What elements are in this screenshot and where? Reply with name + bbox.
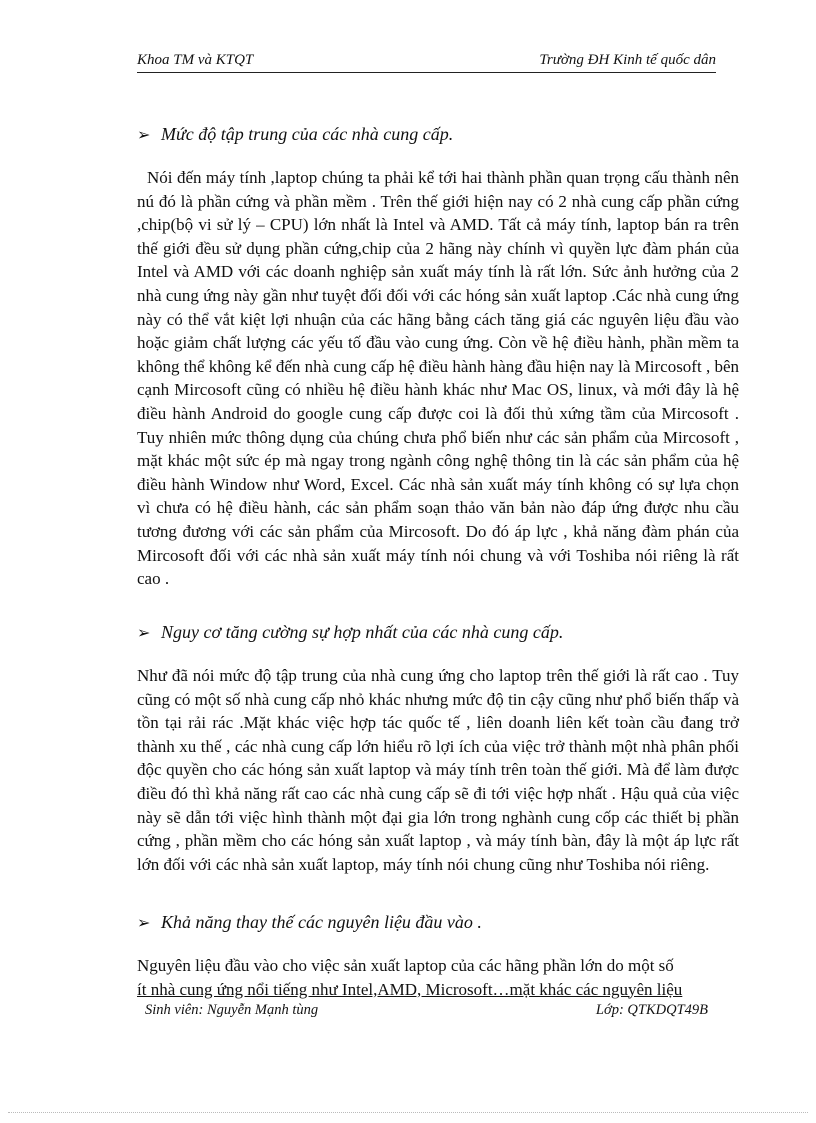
section-paragraph-3 xyxy=(137,954,739,1001)
paragraph-line-underlined: ít nhà cung ứng nổi tiếng như Intel,AMD, Microsoft…mặt khác các nguyên liệu xyxy=(137,979,683,999)
page-bottom-divider xyxy=(8,1112,808,1113)
footer-student: Sinh viên: Nguyễn Mạnh tùng xyxy=(145,1002,319,1018)
page-footer xyxy=(137,1002,716,1022)
footer-class: Lớp: QTKDQT49B xyxy=(595,1002,708,1018)
section-heading-2: ➢ Nguy cơ tăng cường sự hợp nhất của các nhà cung cấp. xyxy=(137,622,564,642)
arrow-bullet-icon: ➢ xyxy=(137,127,151,144)
section-heading-1: ➢ Mức độ tập trung của các nhà cung cấp. xyxy=(137,124,454,144)
section-paragraph-1: Nói đến máy tính ,laptop chúng ta phải kể tới hai thành phần quan trọng cấu thành nên nú đó là phần cứng và phần mềm . Trên thế giới hiện nay có 2 nhà cung cấp phần cứng ,chip(bộ vi sử lý – CPU) lớn nhất là Intel và AMD. Tất cả máy tính, laptop bán ra trên thế giới đều sử dụng phần cứng,chip của 2 hãng này chính vì quyền lực đàm phán của Intel và AMD với các doanh nghiệp sản xuất máy tính là rất lớn. Sức ảnh hưởng của 2 nhà cung ứng này gần như tuyệt đối đối với các hóng sản xuất laptop .Các nhà cung ứng này có thể vắt kiệt lợi nhuận của các hãng bằng cách tăng giá các nguyên liệu đầu vào hoặc giảm chất lượng các yếu tố đầu vào cung ứng. Còn về hệ điều hành, phần mềm ta không thể không kể đến nhà cung cấp hệ điều hành hàng đầu hiện nay là Mircosoft , bên cạnh Mircosoft cũng có nhiều hệ điều hành khác như Mac OS, linux, và mới đây là hệ điều hành Android do google cung cấp được coi là đối thủ xứng tầm của Mircosoft . Tuy nhiên mức thông dụng của chúng chưa phổ biến như các sản phẩm của Mircosoft , mặt khác một sức ép mà ngay trong ngành công nghệ thông tin là các sản phẩm của hệ điều hành Window như Word, Excel. Các nhà sản xuất máy tính không có sự lựa chọn vì chưa có hệ điều hành, các sản phẩm soạn thảo văn bản nào đáp ứng được nhu cầu tương đương với các sản phẩm của Mircosoft. Do đó áp lực , khả năng đàm phán của Mircosoft đối với các nhà sản xuất máy tính nói chung và với Toshiba nói riêng là rất cao . xyxy=(137,168,739,589)
header-faculty: Khoa TM và KTQT xyxy=(137,52,254,68)
arrow-bullet-icon: ➢ xyxy=(137,625,151,642)
page-header xyxy=(137,52,716,73)
section-paragraph-2: Như đã nói mức độ tập trung của nhà cung ứng cho laptop trên thế giới là rất cao . Tuy cũng có một số nhà cung cấp nhỏ khác nhưng mức độ tin cậy cũng như phổ biến thấp và tồn tại rải rác .Mặt khác việc hợp tác quốc tế , liên doanh liên kết toàn cầu đang trở thành xu thế , các nhà cung cấp lớn hiểu rõ lợi ích của việc trở thành một nhà phân phối độc quyền cho các hóng sản xuất laptop và máy tính trên toàn thế giới. Mà để làm được điều đó thì khả năng rất cao các nhà cung cấp sẽ đi tới việc hợp nhất . Hậu quả của việc này sẽ dẫn tới việc hình thành một đại gia lớn trong nghành cung cốp các thiết bị phần cứng , phần mềm cho các hóng sản xuất laptop , và máy tính bàn, đây là một áp lực rất lớn đối với các nhà sản xuất laptop, máy tính nói chung cũng như Toshiba nói riêng. xyxy=(137,666,739,874)
arrow-bullet-icon: ➢ xyxy=(137,915,151,932)
section-heading-3: ➢ Khả năng thay thế các nguyên liệu đầu vào . xyxy=(137,912,482,932)
header-university: Trường ĐH Kinh tế quốc dân xyxy=(539,52,716,68)
paragraph-line: Nguyên liệu đầu vào cho việc sản xuất laptop của các hãng phần lớn do một số xyxy=(137,956,674,975)
